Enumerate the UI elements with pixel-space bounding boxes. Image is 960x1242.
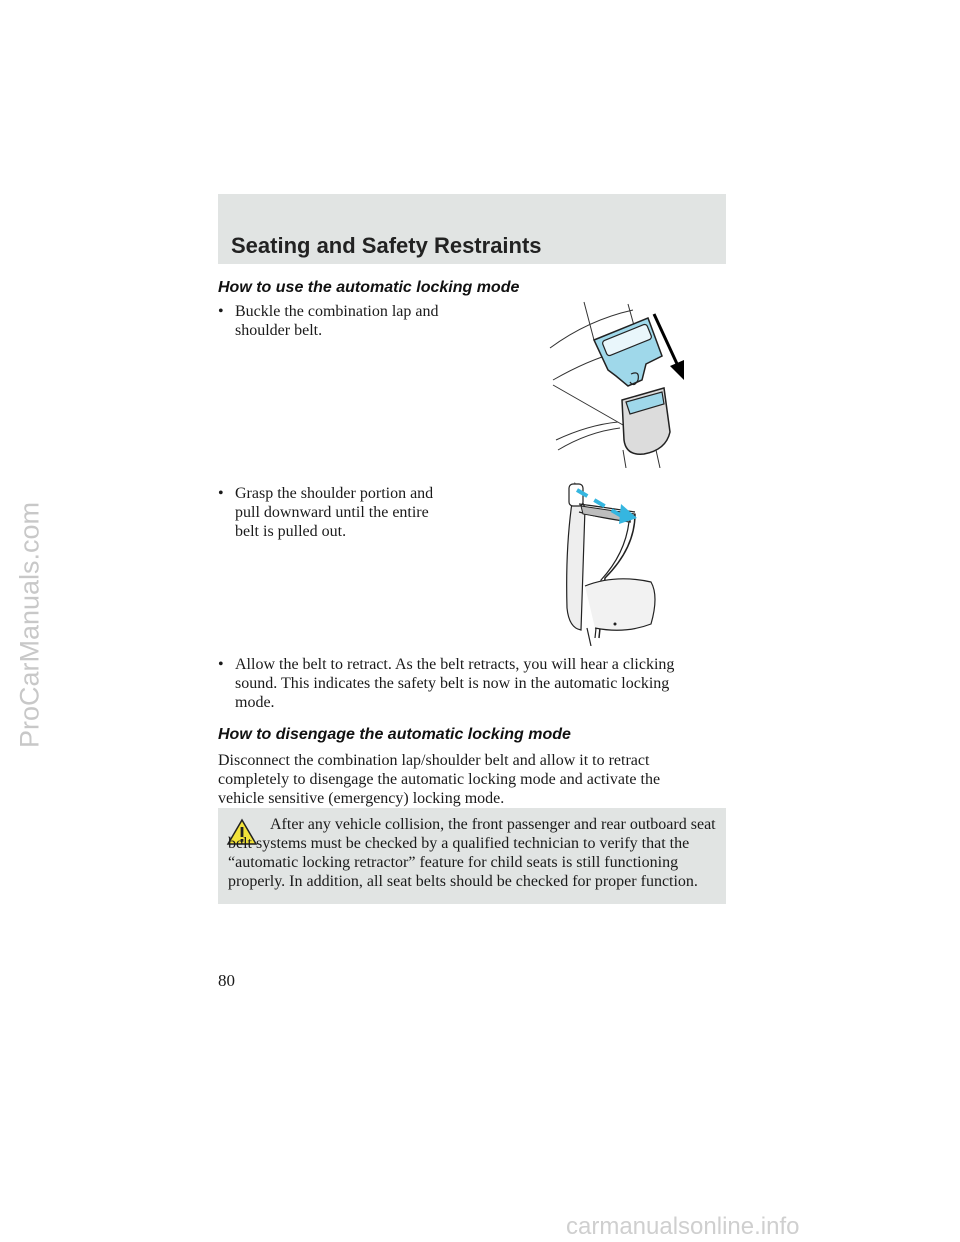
- side-watermark-text: ProCarManuals.com: [14, 501, 45, 749]
- bullet-item-2: [218, 484, 433, 541]
- warning-text: After any vehicle collision, the front passenger and rear outboard seat belt systems must be checked by a qualified technician to verify that the “automatic locking retractor” feature for child seats is still functioning properly. In addition, all seat belts should be checked for proper function.: [228, 816, 716, 890]
- bullet-text: Grasp the shoulder portion and pull downward until the entire belt is pulled out.: [235, 485, 434, 540]
- disengage-paragraph: Disconnect the combination lap/shoulder belt and allow it to retract completely to disengage the automatic locking mode and activate the vehicle sensitive (emergency) locking mode.: [218, 752, 661, 807]
- bullet-item-3: [218, 655, 674, 712]
- section-heading-disengage: How to disengage the automatic locking mode: [218, 726, 571, 743]
- warning-box: [218, 808, 726, 904]
- bullet-text: Allow the belt to retract. As the belt retracts, you will hear a clicking sound. This indicates the safety belt is now in the automatic locking mode.: [235, 656, 675, 711]
- page-title: Seating and Safety Restraints: [231, 233, 542, 258]
- seat-belt-illustration: [555, 478, 675, 646]
- bullet-text: Buckle the combination lap and shoulder belt.: [235, 303, 439, 339]
- bullet-dot: •: [218, 485, 224, 502]
- page-number: 80: [218, 971, 235, 990]
- bullet-dot: •: [218, 303, 224, 320]
- side-watermark: [6, 501, 54, 749]
- buckle-illustration: [548, 300, 728, 468]
- bullet-dot: •: [218, 656, 224, 673]
- bullet-item-1: [218, 302, 439, 340]
- bottom-watermark: carmanualsonline.info: [566, 1213, 800, 1240]
- section-heading-use: How to use the automatic locking mode: [218, 279, 520, 296]
